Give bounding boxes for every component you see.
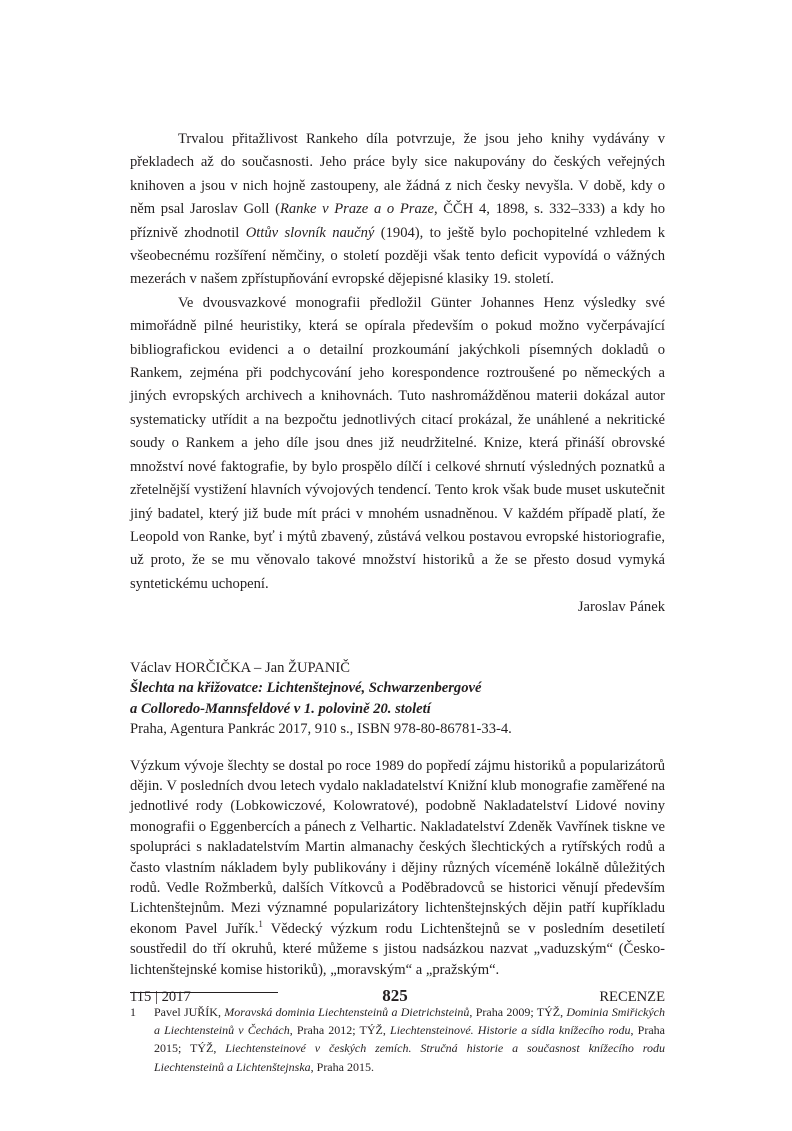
page-number: 825 [382,986,408,1005]
review-text-part-2: Vědecký výzkum rodu Lichtenštejnů se v posledním desetiletí soustředil do tří okruhů, které můžeme s jistou nadsázkou nazvat „vaduzským“ (Česko-lichtenštejnské komise historiků), „moravským“ a „pražským“. [130,920,665,978]
review-text-part-1: Výzkum vývoje šlechty se dostal po roce 1989 do popředí zájmu historiků a popularizátorů dějin. V posledních dvou letech vydalo nakladatelství Knižní klub monografie zaměřené na jednotlivé rody (Lobkowiczové, Kolowratové), podobně Nakladatelství Lidové noviny monografii o Eggenbercích a pánech z Velhartic. Nakladatelství Zdeněk Vavřínek tiskne ve spolupráci s nakladatelstvím Martin almanachy českých šlechtických a rytířských rodů a často vlastním nákladem byly publikovány i dějiny různých víceméně lokálně důležitých rodů. Vedle Rožmberků, dalších Vítkovců a Poděbradovců se historici věnují především Lichtenštejnům. Mezi významné popularizátory lichtenštejnských dějin patří kupříkladu ekonom Pavel Juřík. [130,757,665,937]
footnote-1 [130,1003,665,1076]
footnote-text: Pavel JUŘÍK, Moravská dominia Liechtensteinů a Dietrichsteinů, Praha 2009; TÝŽ, Dominia Smiřických a Liechtensteinů v Čechách, Praha 2012; TÝŽ, Liechtensteinové. Historie a sídla knížecího rodu, Praha 2015; TÝŽ, Liechtensteinové v českých zemích. Stručná historie a současnost knížecího rodu Liechtensteinů a Lichtenštejnska, Praha 2015. [154,1005,666,1074]
review-body [130,756,665,980]
footnote-number: 1 [130,1005,136,1019]
review-paragraph [130,756,665,980]
reviewer-signature: Jaroslav Pánek [577,599,665,616]
review-authors: Václav HORČIČKA – Jan ŽUPANIČ [130,659,350,676]
footnote-reference[interactable]: 1 [258,918,263,929]
review-title-line-2: a Colloredo-Mannsfeldové v 1. polovině 20. století [130,700,431,717]
review-header [130,658,665,740]
page-content [130,128,665,1076]
paragraph-henz-monograph: Ve dvousvazkové monografii předložil Günter Johannes Henz výsledky své mimořádně pilné heuristiky, která se opírala především o pokud možno vyčerpávající bibliografickou evidenci a o detailní prozkoumání jakýchkoli písemných dokladů o Rankem, zejména při podchycování jeho korespondence roztroušené po německých a jiných evropských archivech a knihovnách. Tuto nashromážděnou materii dokázal autor systematicky utřídit a na bezpočtu jednotlivých citací prokázal, že unáhlené a nekritické soudy o Rankem a jeho díle jsou dnes již neudržitelné. Knize, která přináší obrovské množství nové faktografie, by bylo prospělo dílčí i celkové shrnutí výsledných poznatků a zřetelnější vystižení hlavních vývojových tendencí. Tento krok však bude muset uskutečnit jiný badatel, který již bude mít práci v mnohém usnadněnou. V každém případě platí, že Leopold von Ranke, byť i mýtů zbavený, zůstává velkou postavou evropské historiografie, už proto, že se mu věnovalo takové množství historiků a že se přesto dosud vymyká syntetickému uchopení. [130,294,665,592]
journal-issue: 115 | 2017 [130,989,191,1005]
page-footer [130,986,665,1006]
review-title-line-1: Šlechta na křižovatce: Lichtenštejnové, Schwarzenbergové [130,680,482,697]
paragraph-ranke-translations: Trvalou přitažlivost Rankeho díla potvrzuje, že jsou jeho knihy vydávány v překladech až do současnosti. Jeho práce byly sice nakupovány do českých veřejných knihoven a jsou v nich hojně zastoupeny, ale žádná z nich česky nevyšla. V době, kdy o něm psal Jaroslav Goll (Ranke v Praze a o Praze, ČČH 4, 1898, s. 332–333) a kdy ho příznivě zhodnotil Ottův slovník naučný (1904), to ještě bylo pochopitelné vzhledem k všeobecnému rozšíření němčiny, o století později však tento deficit vypovídá o vážných mezerách v našem zpřístupňování evropské dějepisné klasiky 19. století. [130,131,665,288]
review-publication-info: Praha, Agentura Pankrác 2017, 910 s., ISBN 978-80-86781-33-4. [130,721,512,738]
section-name: RECENZE [599,989,665,1005]
